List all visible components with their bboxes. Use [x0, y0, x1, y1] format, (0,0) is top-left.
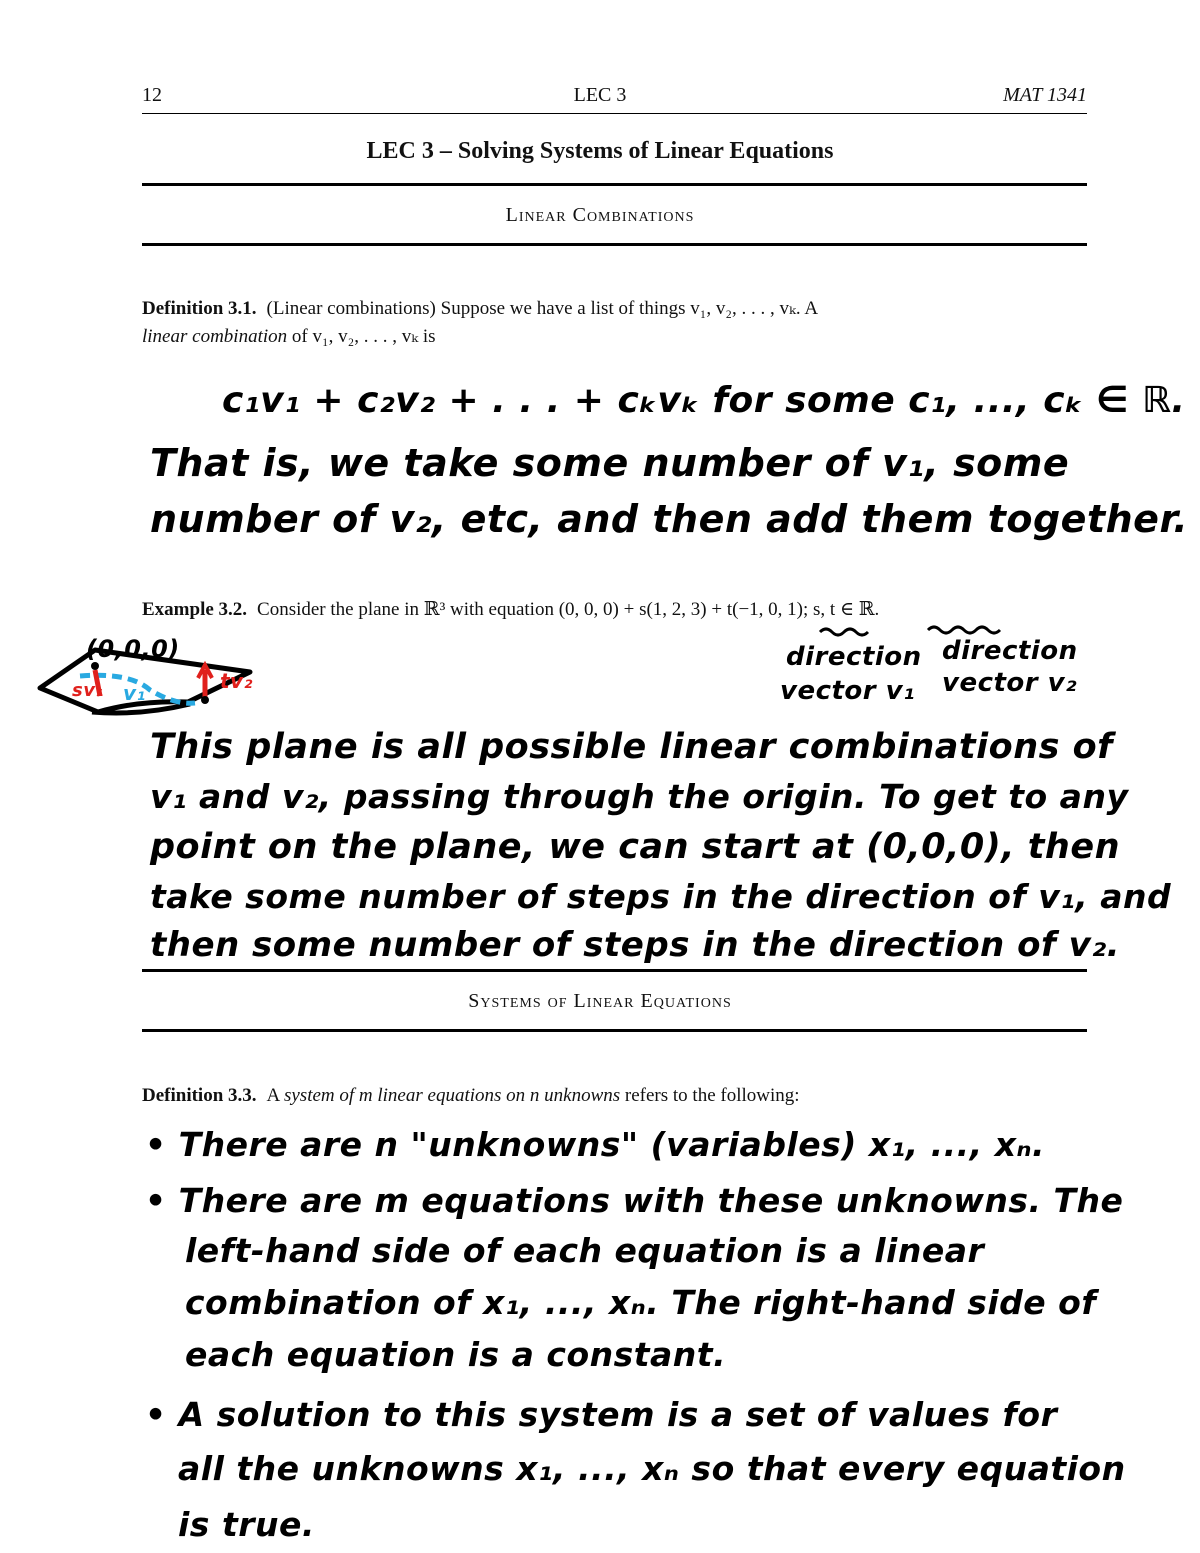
handwritten-note: then some number of steps in the direction of v₂. [150, 925, 1121, 965]
section-rule [142, 969, 1087, 972]
handwritten-note: That is, we take some number of v₁, some [150, 441, 1070, 485]
v1-label: v₁ [123, 681, 146, 705]
handwritten-note: is true. [178, 1505, 315, 1544]
handwritten-note: This plane is all possible linear combinations of [150, 727, 1113, 767]
handwritten-note: number of v₂, etc, and then add them together. [150, 497, 1189, 541]
handwritten-note: v₁ and v₂, passing through the origin. To get to any [150, 777, 1129, 816]
definition-label: Definition 3.1. [142, 298, 257, 319]
handwritten-note: left-hand side of each equation is a linear [185, 1231, 985, 1270]
definition-text: (Linear combinations) Suppose we have a list of things v₁, v₂, . . . , vₖ. A [266, 298, 819, 319]
course-code: MAT 1341 [1003, 84, 1087, 106]
definition-suffix: refers to the following: [624, 1085, 800, 1106]
definition-label: Definition 3.3. [142, 1085, 257, 1106]
definition-text: of v₁, v₂, . . . , vₖ is [291, 326, 436, 347]
sv1-label: sv₁ [72, 680, 104, 701]
vector-label-1: vector v₁ [780, 676, 915, 706]
handwritten-note: all the unknowns x₁, ..., xₙ so that every equation [178, 1449, 1126, 1488]
tv2-label: tv₂ [220, 669, 253, 693]
section-rule [142, 1029, 1087, 1032]
direction-label-2: direction [942, 636, 1078, 666]
handwritten-note: take some number of steps in the direction of v₁, and [150, 877, 1172, 916]
handwritten-formula: c₁v₁ + c₂v₂ + . . . + cₖvₖ for some c₁, ..., cₖ ∈ ℝ. [222, 380, 1186, 421]
handwritten-note: combination of x₁, ..., xₙ. The right-hand side of [185, 1283, 1097, 1322]
running-header: LEC 3 [573, 84, 627, 106]
definition-prefix: A [266, 1085, 280, 1106]
handwritten-bullet: • A solution to this system is a set of values for [145, 1395, 1058, 1434]
end-point [201, 696, 209, 704]
squiggle-underline [820, 629, 868, 635]
page-number: 12 [142, 84, 162, 106]
handwritten-bullet: • There are n "unknowns" (variables) x₁, ..., xₙ. [145, 1125, 1046, 1164]
definition-term: system of m linear equations on n unknowns [283, 1085, 621, 1106]
definition-term: linear combination [142, 326, 288, 347]
squiggle-underline [928, 627, 1000, 633]
section-heading-systems: Systems of Linear Equations [468, 990, 732, 1012]
section-heading-linear-combinations: Linear Combinations [505, 204, 695, 226]
origin-label: (0,0,0) [86, 635, 180, 663]
direction-label-1: direction [786, 642, 922, 672]
handwritten-note: each equation is a constant. [185, 1335, 727, 1374]
definition-3-3 [142, 1082, 1087, 1110]
handwritten-note: point on the plane, we can start at (0,0,0), then [150, 827, 1120, 867]
page-title: LEC 3 – Solving Systems of Linear Equations [366, 138, 834, 164]
example-text: Consider the plane in ℝ³ with equation (0, 0, 0) + s(1, 2, 3) + t(−1, 0, 1); s, t ∈ ℝ. [257, 599, 880, 620]
vector-label-2: vector v₂ [942, 668, 1077, 698]
example-label: Example 3.2. [142, 599, 248, 620]
handwritten-bullet: • There are m equations with these unknowns. The [145, 1181, 1124, 1220]
